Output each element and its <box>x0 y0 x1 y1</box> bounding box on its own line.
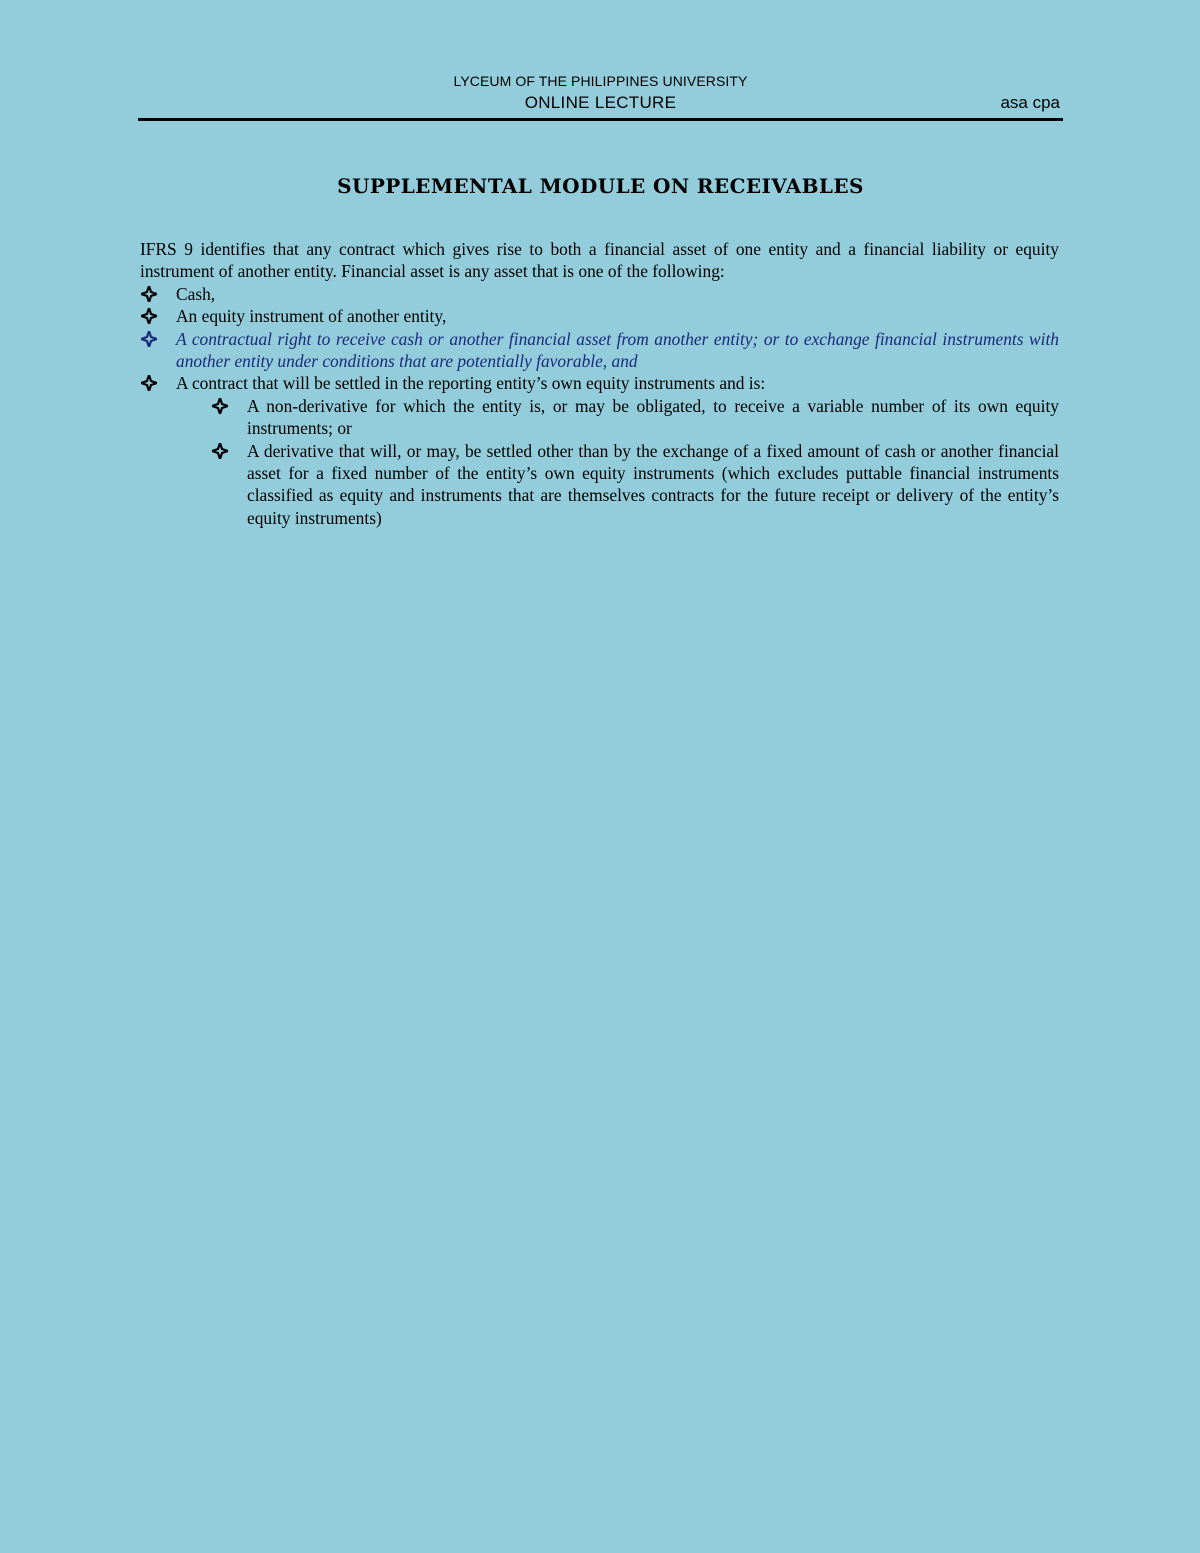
four-point-star-icon <box>212 443 228 459</box>
author-label: asa cpa <box>1000 93 1060 112</box>
sublist-item-text: A non-derivative for which the entity is, or may be obligated, to receive a variable number of its own equity instruments; or <box>247 395 1059 439</box>
four-point-star-icon <box>212 398 228 414</box>
document-title: SUPPLEMENTAL MODULE ON RECEIVABLES <box>337 174 864 198</box>
four-point-star-icon <box>141 375 157 391</box>
list-item <box>140 305 1059 327</box>
list-item-text: An equity instrument of another entity, <box>176 306 447 327</box>
list-item-text: Cash, <box>176 283 216 304</box>
lecture-label: ONLINE LECTURE <box>524 93 677 112</box>
sublist-item-text: A derivative that will, or may, be settled other than by the exchange of a fixed amount of cash or another financial asset for a fixed number of the entity’s own equity instruments (which excludes puttable financial instruments classified as equity and instruments that are themselves contracts for the future receipt or delivery of the entity’s equity instruments) <box>247 440 1059 528</box>
four-point-star-icon <box>141 286 157 302</box>
financial-asset-list <box>140 283 1059 529</box>
page-header <box>138 72 1063 121</box>
sublist-item <box>247 395 1059 440</box>
list-item <box>140 283 1059 305</box>
four-point-star-icon <box>141 331 157 347</box>
list-item <box>140 372 1059 529</box>
header-rule-row <box>138 90 1063 121</box>
list-item-text: A contract that will be settled in the reporting entity’s own equity instruments and is: <box>176 373 766 394</box>
four-point-star-icon <box>141 308 157 324</box>
list-item-text-emphasis: A contractual right to receive cash or another financial asset from another entity; or to exchange financial instruments with another entity under conditions that are potentially favorable, and <box>176 328 1059 372</box>
list-item <box>140 328 1059 373</box>
intro-paragraph: IFRS 9 identifies that any contract which gives rise to both a financial asset of one entity and a financial liability or equity instrument of another entity. Financial asset is any asset that is one of the following: <box>140 239 1059 282</box>
university-name: LYCEUM OF THE PHILIPPINES UNIVERSITY <box>453 73 748 89</box>
document-body <box>140 238 1059 529</box>
sublist-item <box>247 440 1059 530</box>
contract-sublist <box>176 395 1059 529</box>
